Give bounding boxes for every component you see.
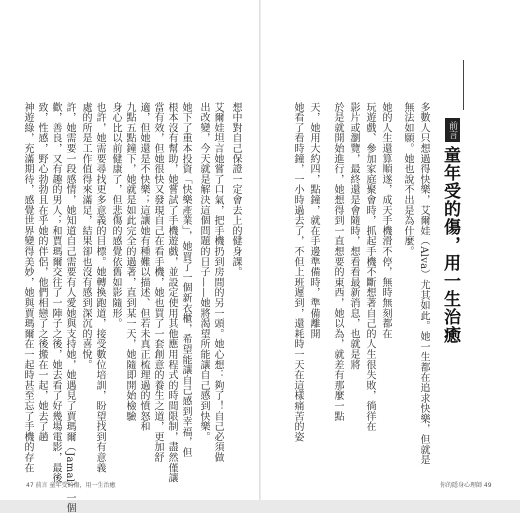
text-line: 根本沒有幫助，她嘗試了手機遊戲，並設定使用其他應用程式的時間限制，盡然僅讓 <box>166 102 177 484</box>
chapter-title: 童年受的傷，用一生治癒 <box>440 146 460 344</box>
text-line: 她下了重本投資「快樂產業」，她買了一個新衣櫃，希望能讓自己感到幸福，但 <box>180 102 191 458</box>
text-line: 無法如願。她也說不出是為什麼。 <box>402 102 413 257</box>
text-line: 適，但她還是不快樂；這讓她有種難以描述、但若未真正梳理過的憤怒和 <box>138 102 149 432</box>
text-line: 身心比以前健康了，但悲傷的感覺依舊如影隨形。 <box>110 102 121 329</box>
text-line: 歡，善良，又有趣的男人；和賈瑪爾交往了一陣子之後，她去看了好幾場電影，最後 <box>50 102 61 484</box>
left-footer: 47 前言 童年受的傷，用一生治癒 <box>26 482 116 489</box>
text-line: 九點五點鐘下，她就是如此完全的過著，直到某一天，她隨即開始檢驗 <box>124 102 135 422</box>
text-line: 出改變，今天就是解決這個問題的日子——她將渴望所能讓自己感到快樂。 <box>198 102 209 442</box>
title-rule <box>463 60 464 110</box>
text-line: 她看了看時鐘，一小時過去了，不但上班遲到，還耗時一天在這樣痛苦的姿 <box>292 102 303 442</box>
text-line: 神遊綠，充滿期待，感覺世界變得美妙，她與賈瑪爾在一起時甚至忘了手機的存在 <box>22 102 33 473</box>
text-line: 也許，她需要尋找更多意義的目標。她轉換跑道，接受數位培訓，盼望找到有意義 <box>94 102 105 473</box>
text-line: 許，她需要一段感情，她知道自己需要有人愛她與支持她，她遇見了賈瑪爾（Jamal）一個 <box>64 102 75 513</box>
text-line: 艾爾娃坦言她嘗了口氣，把手機扔到房間的另一頭。她心想：夠了！自己必須做 <box>212 102 223 463</box>
gutter <box>259 0 261 500</box>
text-line: 處的所是工作值得來滿足，結果卻也沒有感到深沉的喜悅。 <box>80 102 91 370</box>
text-line: 當有效，但她很快又發現自己在看手機，她也買了一套創意的養生之道，更加舒 <box>152 102 163 463</box>
text-line: 想中對自己保證一定會去上的健身課。 <box>230 102 241 278</box>
section-tag: 前言 <box>445 118 460 142</box>
text-line: 影片或瀏覽，最終還是會隨時，想看看最新消息，也就是將 <box>348 102 359 370</box>
text-line: 致，性感，野心勃勃且在乎她的伴侶，他們相戀了之後搬在一起，她去了趟 <box>36 102 47 442</box>
text-line: 玩遊戲、參加家庭聚會時，抓起手機不斷想著自己的人生很失敗，徜徉在 <box>364 102 375 432</box>
text-line: 於是就開始進行，她想得到一直想要的東西，她以為，就差有那麼一點 <box>332 102 343 422</box>
text-line: 天，她用大約四，點鐘，就在手邊準備時，準備離開 <box>308 102 319 339</box>
text-line: 她的人生還算順遂，成天手機滑不停，無時無刻都在 <box>380 102 391 339</box>
right-footer: 你的隱身心理師 49 <box>440 482 492 489</box>
text-line: 多數人只想過得快樂，艾爾娃（Alva）尤其如此。她一生都在追求快樂，但就是 <box>418 102 429 466</box>
